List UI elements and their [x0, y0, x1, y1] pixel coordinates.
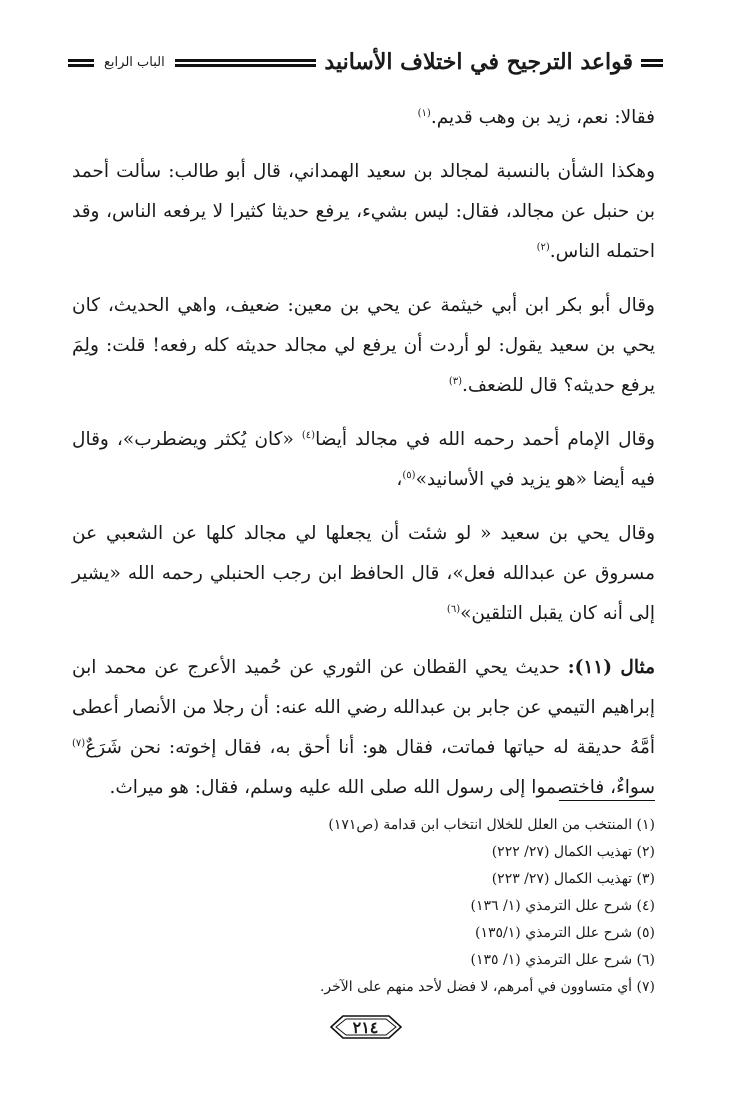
footnote-ref[interactable]: (٢)	[536, 241, 550, 253]
footnote-ref[interactable]: (٣)	[448, 375, 462, 387]
footnote-ref[interactable]: (٤)	[301, 429, 316, 441]
footnote-ref[interactable]: (٧)	[72, 737, 86, 749]
footnote-ref[interactable]: (٥)	[402, 469, 416, 481]
paragraph-text: ،	[396, 469, 403, 490]
page-number-ornament	[329, 1012, 403, 1042]
page-number: ٢١٤	[352, 1017, 379, 1037]
paragraph-text: وقال يحي بن سعيد « لو شئت أن يجعلها لي مجالد كلها عن الشعبي عن مسروق عن عبدالله فعل»، قال الحافظ ابن رجب الحنبلي رحمه الله «يشير إلى أنه كان يقبل التلقين»	[72, 523, 655, 624]
example-heading: مثال (١١):	[567, 657, 655, 678]
paragraph	[72, 98, 655, 138]
body-text	[72, 98, 655, 822]
paragraph	[72, 420, 655, 500]
paragraph	[72, 648, 655, 808]
footnote-ref[interactable]: (٦)	[446, 603, 461, 615]
header-rule-right	[641, 59, 663, 62]
header-rule-middle	[175, 59, 317, 62]
footnote: (١) المنتخب من العلل للخلال انتخاب ابن قدامة (ص١٧١)	[328, 817, 655, 833]
footnote: (٢) تهذيب الكمال (٢٧/ ٢٢٢)	[491, 844, 655, 860]
paragraph-text: سواءٌ، فاختصموا إلى رسول الله صلى الله عليه وسلم، فقال: هو ميراث.	[109, 777, 655, 798]
paragraph	[72, 286, 655, 406]
paragraph	[72, 152, 655, 272]
footnote-separator	[559, 800, 655, 801]
footnote: (٧) أي متساوون في أمرهم، لا فضل لأحد منهم على الآخر.	[319, 979, 655, 995]
book-title: قواعد الترجيح في اختلاف الأسانيد	[324, 49, 633, 75]
paragraph-text: فقالا: نعم، زيد بن وهب قديم.	[430, 107, 655, 128]
footnote: (٦) شرح علل الترمذي (١/ ١٣٥)	[470, 952, 655, 968]
footnotes-list	[150, 812, 655, 1001]
running-header	[68, 44, 663, 80]
paragraph-text: «كان يُكثر ويضطرب»، وقال فيه أيضا «هو يزيد في الأسانيد»	[72, 429, 655, 490]
paragraph-text: وهكذا الشأن بالنسبة لمجالد بن سعيد الهمداني، قال أبو طالب: سألت أحمد بن حنبل عن مجالد، فقال: ليس بشيء، يرفع حديثا كثيرا لا يرفعه الناس، وقد احتمله الناس.	[72, 161, 655, 262]
chapter-label: الباب الرابع	[104, 54, 165, 70]
footnote: (٣) تهذيب الكمال (٢٧/ ٢٢٣)	[491, 871, 655, 887]
paragraph-text: وقال أبو بكر ابن أبي خيثمة عن يحي بن معين: ضعيف، واهي الحديث، كان يحي بن سعيد يقول: لو أردت أن يرفع لي مجالد حديثه كله رفعه! قلت: ولِمَ يرفع حديثه؟ قال للضعف.	[72, 295, 655, 396]
header-rule-left	[68, 59, 94, 62]
paragraph	[72, 514, 655, 634]
footnote: (٥) شرح علل الترمذي (١٣٥/١)	[475, 925, 655, 941]
footnote: (٤) شرح علل الترمذي (١/ ١٣٦)	[470, 898, 655, 914]
paragraph-text: حديث يحي القطان عن الثوري عن حُميد الأعرج عن محمد ابن إبراهيم التيمي عن جابر بن عبدالله رضي الله عنه: أن رجلا من الأنصار أعطى أمَّهُ حديقة له حياتها فماتت، فقال هو: أنا أحق به، فقال إخوته: نحن شَرَعٌ	[72, 657, 655, 758]
footnote-ref[interactable]: (١)	[417, 107, 431, 119]
paragraph-text: وقال الإمام أحمد رحمه الله في مجالد أيضا	[315, 429, 655, 450]
